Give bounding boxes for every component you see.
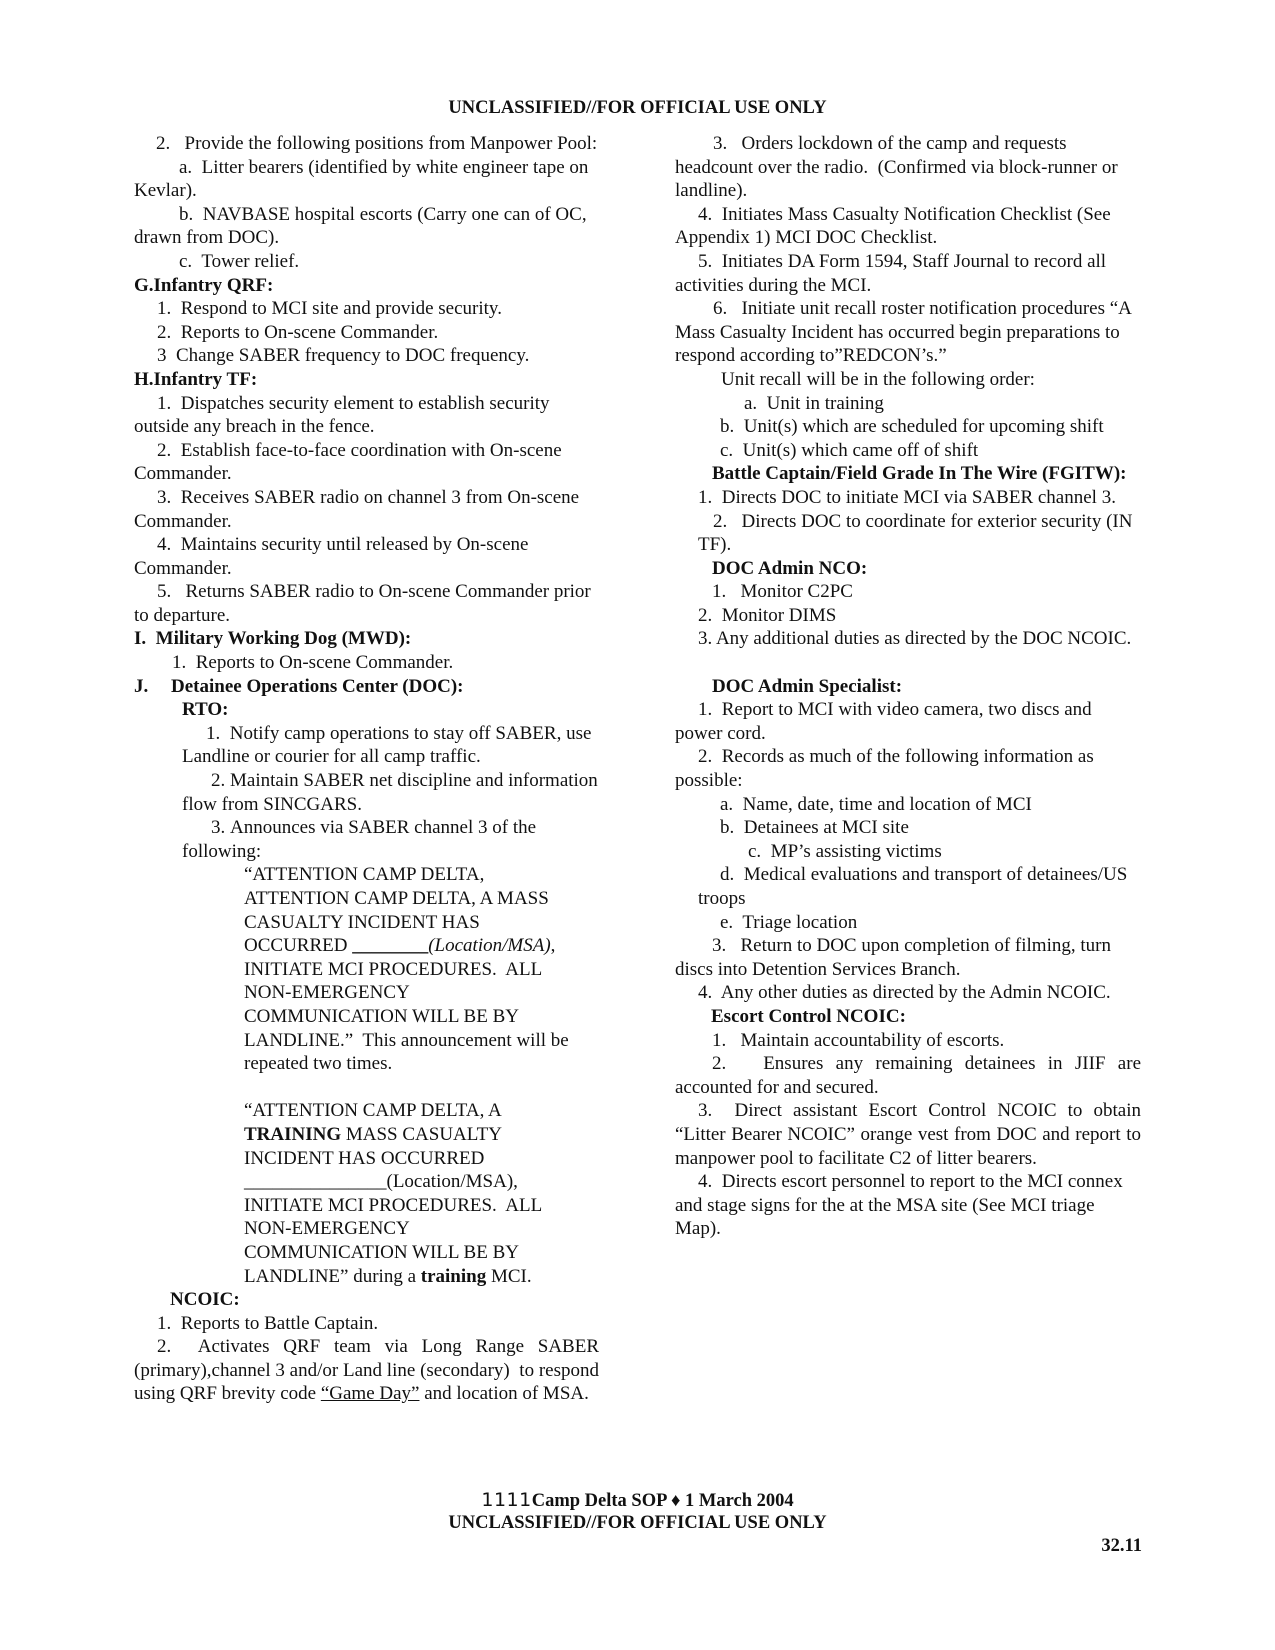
announcement-2-text-b: MASS CASUALTY INCIDENT HAS OCCURRED _______________(Location/MSA), INITIATE MCI PROCEDURES. ALL NON-EMERGENCY COMMUNICATION WILL BE BY LANDLINE” during a xyxy=(244,1123,542,1287)
h-item-2: 2. Establish face-to-face coordination with On-scene Commander. xyxy=(134,439,562,485)
para-navbase-escorts: b. NAVBASE hospital escorts (Carry one can of OC, drawn from DOC). xyxy=(134,203,587,249)
h-item-4: 4. Maintains security until released by On-scene Commander. xyxy=(134,534,529,579)
escort-control-heading: Escort Control NCOIC: xyxy=(711,1005,906,1027)
e-item-1: 1. Maintain accountability of escorts. xyxy=(712,1029,1005,1051)
rto-item-2: 2. Maintain SABER net discipline and information flow from SINCGARS. xyxy=(182,770,598,815)
h-item-3: 3. Receives SABER radio on channel 3 from On-scene Commander. xyxy=(134,486,580,532)
footer-number: 1111 xyxy=(481,1489,532,1511)
footer-sop-title: Camp Delta SOP ♦ 1 March 2004 xyxy=(531,1491,794,1511)
doc-admin-specialist-heading: DOC Admin Specialist: xyxy=(712,675,903,697)
announcement-2 xyxy=(134,1099,574,1288)
e-item-3: 3. Direct assistant Escort Control NCOIC to obtain “Litter Bearer NCOIC” orange vest from DOC and report to manpower pool to facilitate C2 of litter bearers. xyxy=(675,1100,1141,1169)
an-item-3: 3. Any additional duties as directed by the DOC NCOIC. xyxy=(698,628,1132,650)
h-item-1: 1. Dispatches security element to establish security outside any breach in the fence. xyxy=(134,392,550,438)
doc-admin-nco-heading: DOC Admin NCO: xyxy=(712,557,868,579)
section-h-heading xyxy=(134,368,599,392)
ncoic-item-2-text-a: 2. Activates QRF team via Long Range SABER (primary),channel 3 and/or Land line (secondary) to respond using QRF brevity code xyxy=(134,1336,599,1405)
para-litter-bearers: a. Litter bearers (identified by white engineer tape on Kevlar). xyxy=(134,156,589,202)
ncoic-item-2 xyxy=(134,1335,599,1406)
section-i-heading: I. Military Working Dog (MWD): xyxy=(134,628,412,650)
bc-item-2: 2. Directs DOC to coordinate for exterior security (IN TF). xyxy=(698,510,1133,556)
battle-captain-heading: Battle Captain/Field Grade In The Wire (FGITW): xyxy=(712,463,1127,485)
announcement-2-text-c: MCI. xyxy=(486,1265,532,1287)
recall-order: Unit recall will be in the following order: xyxy=(721,368,1035,390)
as-item-a: a. Name, date, time and location of MCI xyxy=(720,793,1032,815)
ncoic-item-2-code: “Game Day” xyxy=(320,1383,420,1405)
footer-title xyxy=(0,1489,1275,1514)
g-item-3: 3 Change SABER frequency to DOC frequency. xyxy=(157,345,530,367)
as-item-b: b. Detainees at MCI site xyxy=(720,817,909,839)
rto-item-3: 3. Announces via SABER channel 3 of the following: xyxy=(182,817,537,862)
as-item-1: 1. Report to MCI with video camera, two discs and power cord. xyxy=(675,699,1092,744)
ncoic-item-1: 1. Reports to Battle Captain. xyxy=(157,1312,379,1334)
announcement-1-location: (Location/MSA) xyxy=(428,935,551,957)
section-h-mark: H. xyxy=(134,368,154,390)
as-item-e: e. Triage location xyxy=(720,911,858,933)
as-item-d: d. Medical evaluations and transport of detainees/US troops xyxy=(698,864,1128,909)
h-item-5: 5. Returns SABER radio to On-scene Commander prior to departure. xyxy=(134,581,591,626)
para-manpower-pool: 2. Provide the following positions from Manpower Pool: xyxy=(156,133,598,154)
announcement-1-text-a: “ATTENTION CAMP DELTA, ATTENTION CAMP DELTA, A MASS CASUALTY INCIDENT HAS OCCURRED xyxy=(244,864,549,957)
g-item-2: 2. Reports to On-scene Commander. xyxy=(157,321,439,343)
as-item-3: 3. Return to DOC upon completion of filming, turn discs into Detention Services Branch. xyxy=(675,935,1111,980)
footer-classification: UNCLASSIFIED//FOR OFFICIAL USE ONLY xyxy=(448,1513,827,1533)
rto-heading: RTO: xyxy=(182,699,229,721)
i-item-1: 1. Reports to On-scene Commander. xyxy=(172,652,454,674)
recall-b: b. Unit(s) which are scheduled for upcoming shift xyxy=(720,416,1104,438)
recall-c: c. Unit(s) which came off of shift xyxy=(720,439,979,461)
rto-item-1: 1. Notify camp operations to stay off SABER, use Landline or courier for all camp traffic. xyxy=(182,722,592,768)
an-item-2: 2. Monitor DIMS xyxy=(698,604,837,626)
recall-a: a. Unit in training xyxy=(744,392,884,414)
r-item-3: 3. Orders lockdown of the camp and requests headcount over the radio. (Confirmed via block-runner or landline). xyxy=(675,133,1118,202)
section-j-mark: J. xyxy=(134,675,149,697)
para-tower-relief: c. Tower relief. xyxy=(179,250,300,272)
announcement-1-text-b: , INITIATE MCI PROCEDURES. ALL NON-EMERGENCY COMMUNICATION WILL BE BY LANDLINE.” This announcement will be repeated two times. xyxy=(244,935,569,1075)
section-g-title: Infantry QRF: xyxy=(153,274,274,296)
ncoic-heading: NCOIC: xyxy=(170,1289,240,1311)
r-item-6: 6. Initiate unit recall roster notification procedures “A Mass Casualty Incident has occurred begin preparations to respond according to”REDCON’s.” xyxy=(675,298,1131,367)
section-g-heading xyxy=(134,274,599,298)
announcement-2-text-a: “ATTENTION CAMP DELTA, A xyxy=(244,1100,501,1122)
section-j-title: Detainee Operations Center (DOC): xyxy=(171,675,464,697)
header-classification: UNCLASSIFIED//FOR OFFICIAL USE ONLY xyxy=(448,98,827,118)
g-item-1: 1. Respond to MCI site and provide security. xyxy=(157,298,502,320)
e-item-2: 2. Ensures any remaining detainees in JIIF are accounted for and secured. xyxy=(675,1053,1141,1098)
ncoic-item-2-text-b: and location of MSA. xyxy=(419,1383,589,1405)
announcement-1 xyxy=(134,863,574,1075)
section-g-mark: G. xyxy=(134,274,154,296)
as-item-c: c. MP’s assisting victims xyxy=(748,840,942,862)
page-number: 32.11 xyxy=(1101,1536,1142,1556)
e-item-4: 4. Directs escort personnel to report to the MCI connex and stage signs for the at the MSA site (See MCI triage Map). xyxy=(675,1171,1123,1240)
right-column xyxy=(675,132,1141,1241)
r-item-4: 4. Initiates Mass Casualty Notification Checklist (See Appendix 1) MCI DOC Checklist. xyxy=(675,203,1111,249)
announcement-2-training-2: training xyxy=(420,1265,487,1287)
bc-item-1: 1. Directs DOC to initiate MCI via SABER channel 3. xyxy=(698,486,1116,508)
section-h-title: Infantry TF: xyxy=(153,368,258,390)
left-column xyxy=(134,132,599,1406)
an-item-1: 1. Monitor C2PC xyxy=(712,581,853,603)
section-j-heading xyxy=(134,675,599,699)
announcement-2-training: TRAINING xyxy=(244,1123,342,1145)
as-item-4: 4. Any other duties as directed by the Admin NCOIC. xyxy=(698,982,1111,1004)
announcement-1-blank: ________ xyxy=(352,935,429,957)
r-item-5: 5. Initiates DA Form 1594, Staff Journal to record all activities during the MCI. xyxy=(675,250,1107,296)
as-item-2: 2. Records as much of the following information as possible: xyxy=(675,746,1094,792)
